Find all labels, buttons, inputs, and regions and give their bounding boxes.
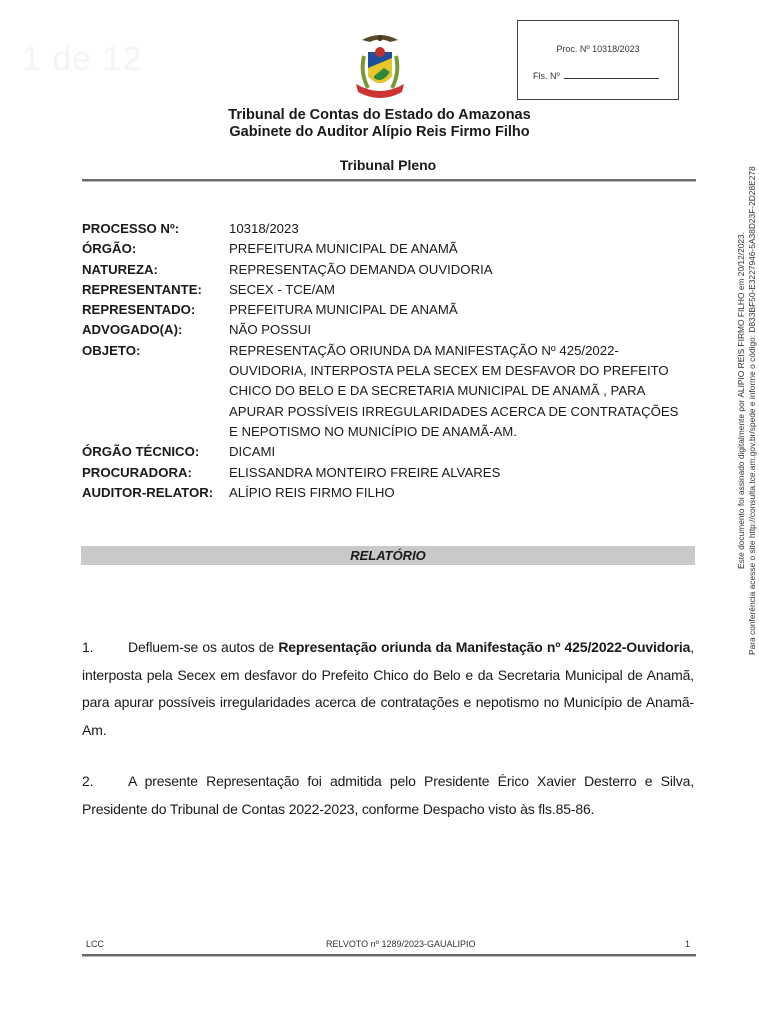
paragraph-2 [82, 768, 694, 823]
metadata-row-processo [82, 219, 684, 239]
footer-page-number: 1 [684, 939, 690, 949]
folio-number-blank [564, 69, 659, 79]
metadata-value: REPRESENTAÇÃO ORIUNDA DA MANIFESTAÇÃO Nº 425/2022-OUVIDORIA, INTERPOSTA PELA SECEX EM DESFAVOR DO PREFEITO CHICO DO BELO E DA SECRETARIA MUNICIPAL DE ANAMÃ , PARA APURAR POSSÍVEIS IRREGULARIDADES ACERCA DE CONTRATAÇÕES E NEPOTISMO NO MUNICÍPIO DE ANAMÃ-AM. [229, 342, 679, 439]
footer-document-reference: RELVOTO nº 1289/2023-GAUALIPIO [326, 939, 476, 949]
metadata-label: PROCURADORA: [82, 464, 192, 480]
metadata-value: REPRESENTAÇÃO DEMANDA OUVIDORIA [229, 261, 493, 277]
metadata-label: REPRESENTADO: [82, 302, 196, 318]
verification-instructions: Para conferência acesse o site http://consulta.tce.am.gov.br/spede e informe o código: D833BF50-E3227946-5A38D23F-2D28E278 [747, 166, 757, 655]
metadata-row-orgao [82, 239, 684, 259]
metadata-row-auditor-relator [82, 483, 684, 503]
process-number-label: Proc. Nº 10318/2023 [556, 44, 640, 54]
metadata-label: REPRESENTANTE: [82, 281, 202, 297]
process-metadata-table [82, 219, 684, 503]
metadata-row-representado [82, 300, 684, 320]
metadata-row-natureza [82, 260, 684, 280]
paragraph-text: A presente Representação foi admitida pelo Presidente Érico Xavier Desterro e Silva, Presidente do Tribunal de Contas 2022-2023, conforme Despacho visto às fls.85-86. [82, 773, 694, 817]
metadata-value: PREFEITURA MUNICIPAL DE ANAMÃ [229, 302, 458, 318]
metadata-value: PREFEITURA MUNICIPAL DE ANAMÃ [229, 241, 458, 257]
court-session-title: Tribunal Pleno [339, 157, 437, 173]
state-coat-of-arms-logo [350, 28, 410, 108]
metadata-row-advogado [82, 320, 684, 340]
metadata-label: OBJETO: [82, 342, 141, 358]
section-heading-relatorio: RELATÓRIO [81, 546, 695, 565]
signature-statement: Este documento foi assinado digitalmente por ALIPIO REIS FIRMO FILHO em 20/12/2023. [736, 231, 746, 569]
metadata-label: ADVOGADO(A): [82, 322, 183, 338]
metadata-label: AUDITOR-RELATOR: [82, 484, 214, 500]
institution-name: Tribunal de Contas do Estado do Amazonas [228, 107, 531, 123]
metadata-label: ÓRGÃO TÉCNICO: [82, 444, 200, 460]
metadata-row-procuradora [82, 463, 684, 483]
paragraph-number: 1. [82, 639, 94, 655]
paragraph-text-bold: Representação oriunda da Manifestação nº 425/2022-Ouvidoria [278, 639, 691, 655]
metadata-label: ÓRGÃO: [82, 241, 137, 257]
metadata-value: ALÍPIO REIS FIRMO FILHO [229, 484, 395, 500]
metadata-row-representante [82, 280, 684, 300]
metadata-value: NÃO POSSUI [229, 322, 312, 338]
folio-number-label: Fls. Nº [533, 71, 560, 81]
office-name: Gabinete do Auditor Alípio Reis Firmo Filho [229, 124, 530, 140]
digital-signature-note [736, 166, 758, 655]
metadata-row-objeto [82, 341, 684, 442]
metadata-value: ELISSANDRA MONTEIRO FREIRE ALVARES [229, 464, 501, 480]
metadata-value: SECEX - TCE/AM [229, 281, 336, 297]
folio-number-field [533, 69, 659, 81]
paragraph-text-rest: , interposta pela Secex em desfavor do Prefeito Chico do Belo e da Secretaria Municipal de Anamã, para apurar possíveis irregularidades acerca de contratações e nepotismo no Município de Anamã- Am. [82, 639, 694, 738]
metadata-value: DICAMI [229, 444, 276, 460]
metadata-label: PROCESSO Nº: [82, 221, 180, 236]
metadata-row-orgao-tecnico [82, 442, 684, 462]
footer-divider [82, 954, 696, 957]
paragraph-1 [82, 634, 694, 744]
process-stamp-box [517, 20, 679, 100]
footer-initials: LCC [86, 939, 105, 949]
page-count-watermark: 1 de 12 [22, 40, 143, 78]
metadata-value: 10318/2023 [229, 221, 299, 236]
paragraph-text-lead: Defluem-se os autos de [128, 639, 279, 655]
metadata-label: NATUREZA: [82, 261, 158, 277]
header-divider [82, 179, 696, 182]
paragraph-number: 2. [82, 773, 94, 789]
